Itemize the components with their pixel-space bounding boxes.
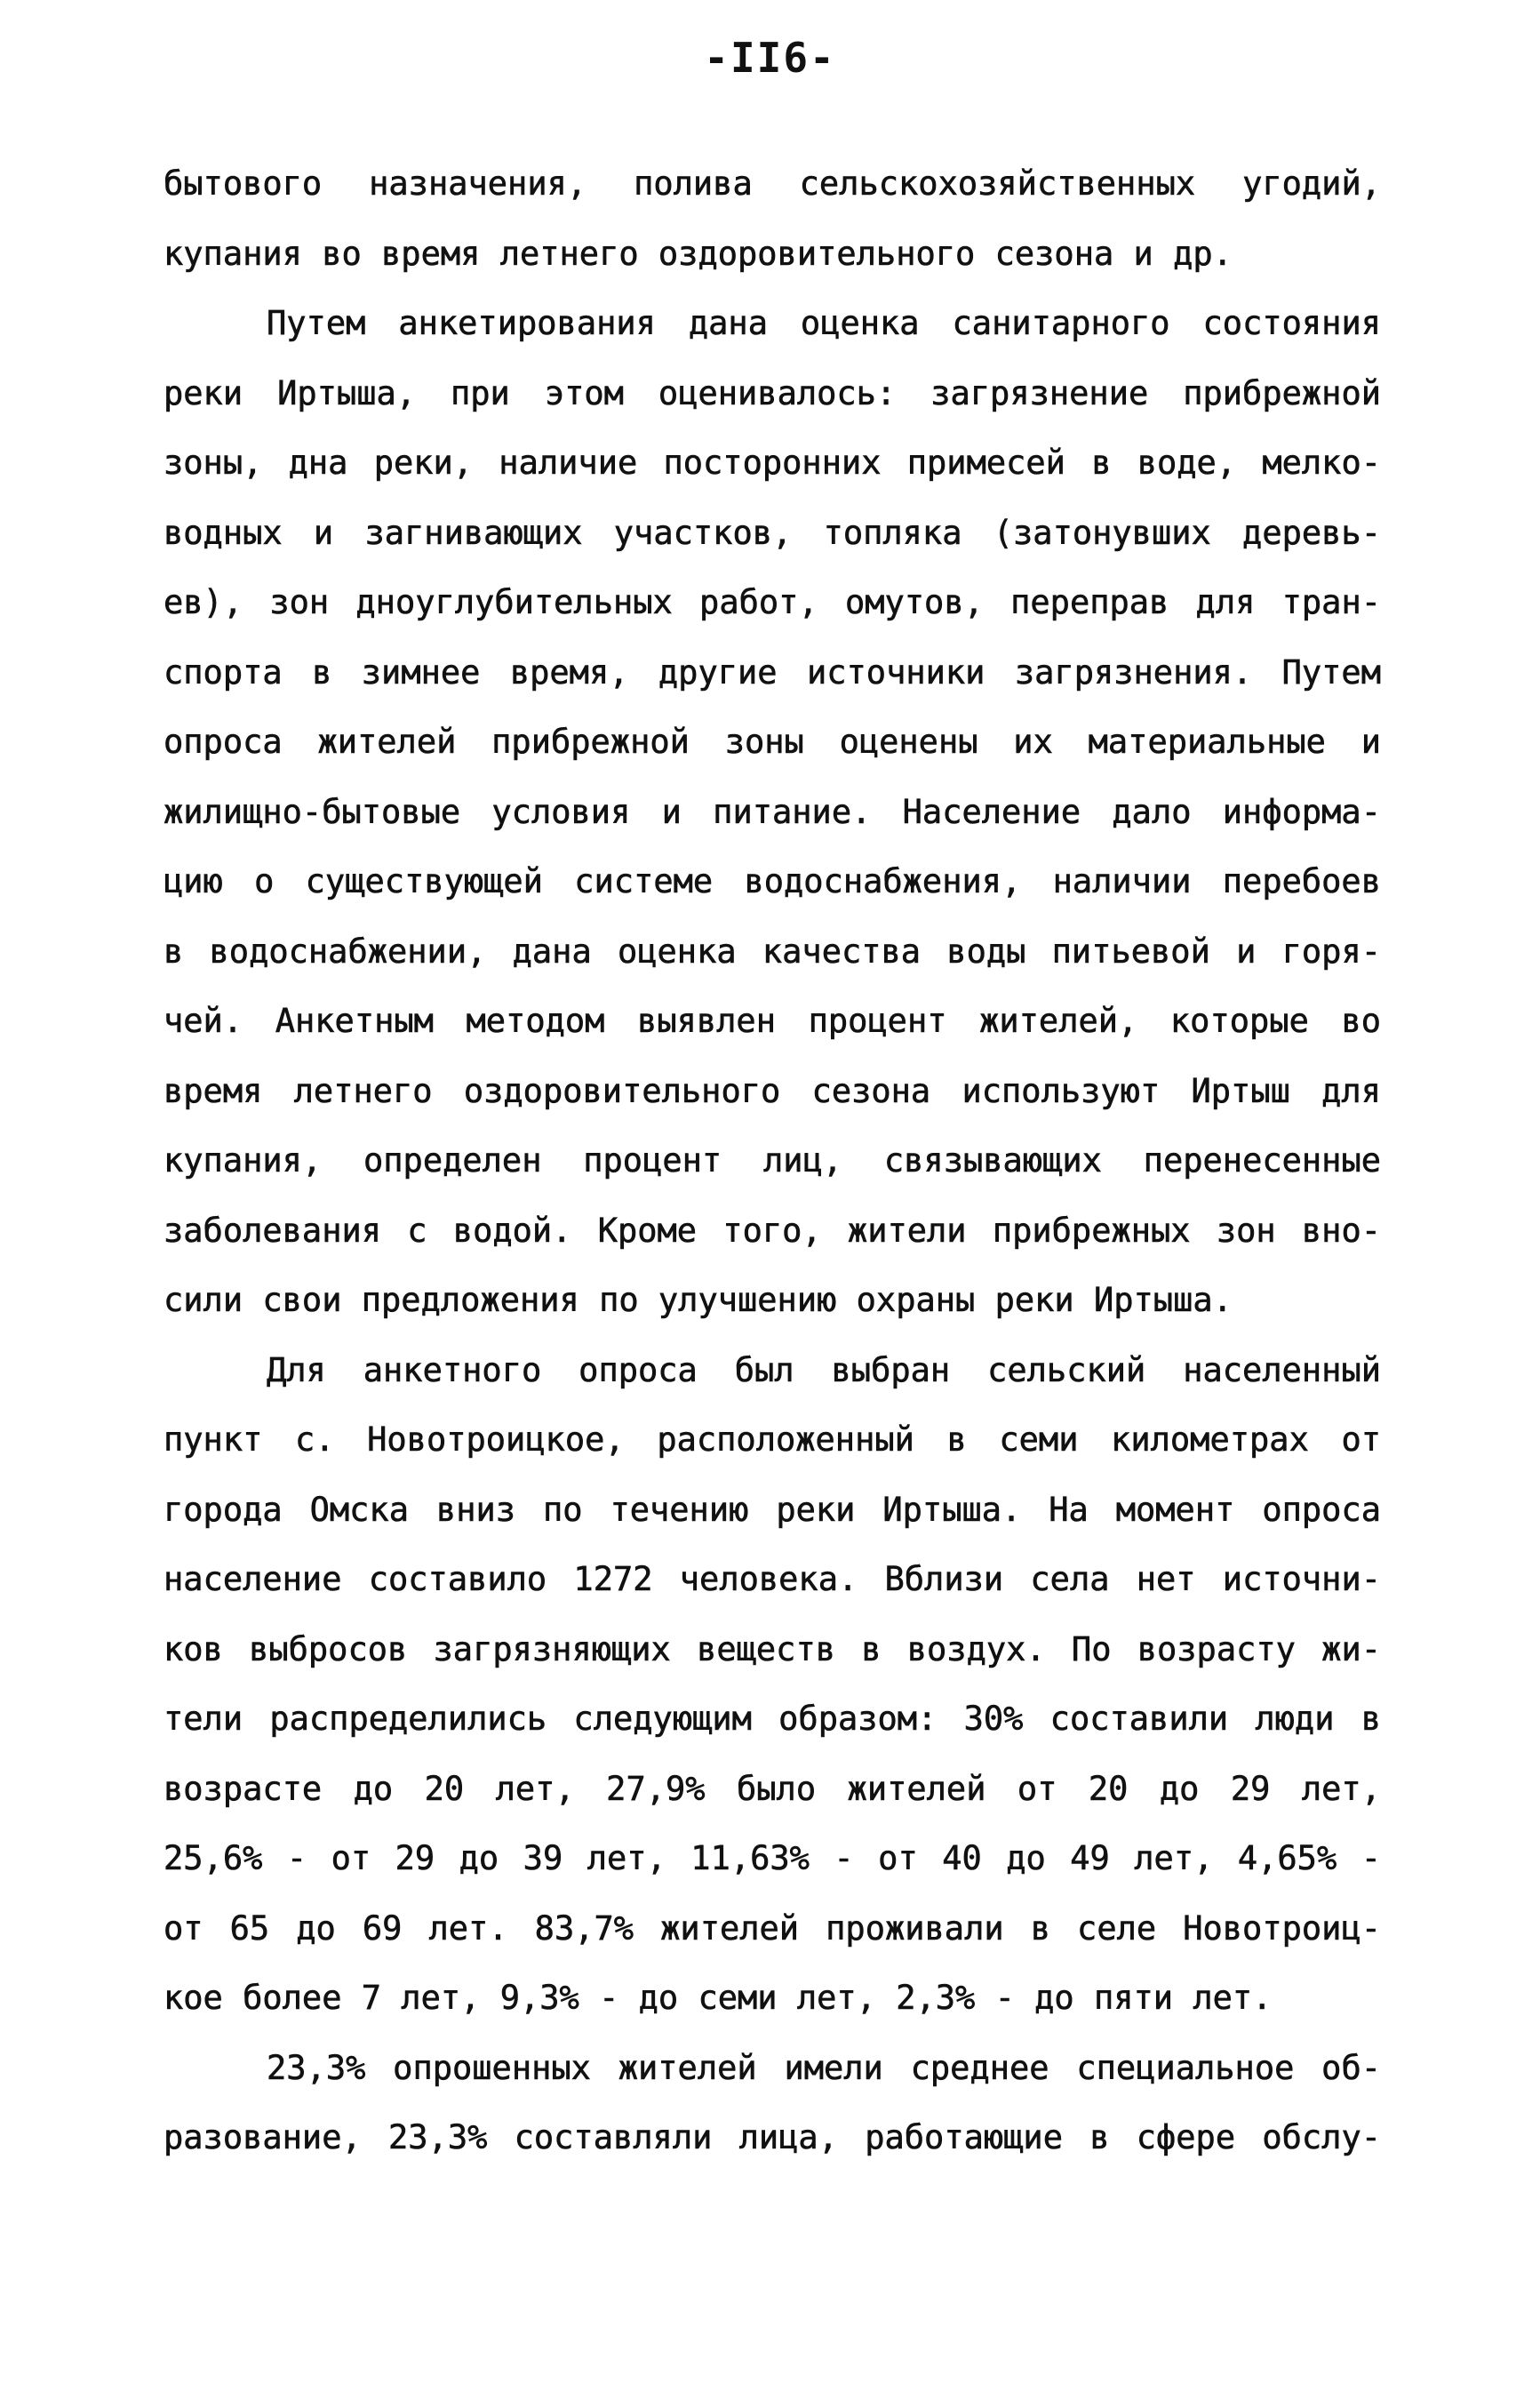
text-line: Путем анкетирования дана оценка санитарного состояния: [267, 304, 1381, 342]
paragraph: [164, 2034, 1381, 2173]
text-line: опроса жителей прибрежной зоны оценены их материальные и: [164, 723, 1381, 761]
text-line: население составило 1272 человека. Вблизи села нет источни-: [164, 1560, 1381, 1598]
text-line: время летнего оздоровительного сезона используют Иртыш для: [164, 1071, 1381, 1110]
document-body: [164, 149, 1381, 2173]
paragraph: [164, 289, 1381, 1336]
text-line: заболевания с водой. Кроме того, жители прибрежных зон вно-: [164, 1211, 1381, 1250]
text-line: чей. Анкетным методом выявлен процент жителей, которые во: [164, 1002, 1381, 1040]
text-line: 23,3% опрошенных жителей имели среднее специальное об-: [267, 2048, 1381, 2087]
text-line: цию о существующей системе водоснабжения, наличии перебоев: [164, 862, 1381, 900]
text-line: спорта в зимнее время, другие источники загрязнения. Путем: [164, 652, 1381, 692]
text-line: сили свои предложения по улучшению охраны реки Иртыша.: [164, 1281, 1233, 1319]
text-line: кое более 7 лет, 9,3% - до семи лет, 2,3% - до пяти лет.: [164, 1979, 1273, 2017]
text-line: жилищно-бытовые условия и питание. Население дало информа-: [164, 792, 1381, 831]
text-line: зоны, дна реки, наличие посторонних примесей в воде, мелко-: [164, 444, 1381, 482]
paragraph: [164, 149, 1381, 289]
text-line: купания во время летнего оздоровительного сезона и др.: [164, 234, 1233, 273]
text-line: ков выбросов загрязняющих веществ в воздух. По возрасту жи-: [164, 1629, 1381, 1668]
text-line: в водоснабжении, дана оценка качества воды питьевой и горя-: [164, 932, 1381, 971]
text-line: 25,6% - от 29 до 39 лет, 11,63% - от 40 до 49 лет, 4,65% -: [164, 1839, 1381, 1877]
page-number: -II6-: [704, 34, 836, 82]
text-line: пункт с. Новотроицкое, расположенный в семи километрах от: [164, 1420, 1381, 1459]
text-line: реки Иртыша, при этом оценивалось: загрязнение прибрежной: [164, 373, 1381, 412]
text-line: возрасте до 20 лет, 27,9% было жителей от 20 до 29 лет,: [164, 1769, 1381, 1808]
text-line: разование, 23,3% составляли лица, работающие в сфере обслу-: [164, 2118, 1381, 2156]
text-line: водных и загнивающих участков, топляка (затонувших деревь-: [164, 513, 1381, 552]
paragraph: [164, 1336, 1381, 2034]
text-line: ев), зон дноуглубительных работ, омутов, переправ для тран-: [164, 583, 1381, 621]
text-line: города Омска вниз по течению реки Иртыша. На момент опроса: [164, 1490, 1381, 1529]
text-line: купания, определен процент лиц, связывающих перенесенные: [164, 1141, 1381, 1180]
text-line: бытового назначения, полива сельскохозяйственных угодий,: [164, 164, 1381, 203]
text-line: от 65 до 69 лет. 83,7% жителей проживали в селе Новотроиц-: [164, 1908, 1381, 1948]
text-line: Для анкетного опроса был выбран сельский населенный: [267, 1350, 1381, 1389]
text-line: тели распределились следующим образом: 30% составили люди в: [164, 1700, 1381, 1738]
